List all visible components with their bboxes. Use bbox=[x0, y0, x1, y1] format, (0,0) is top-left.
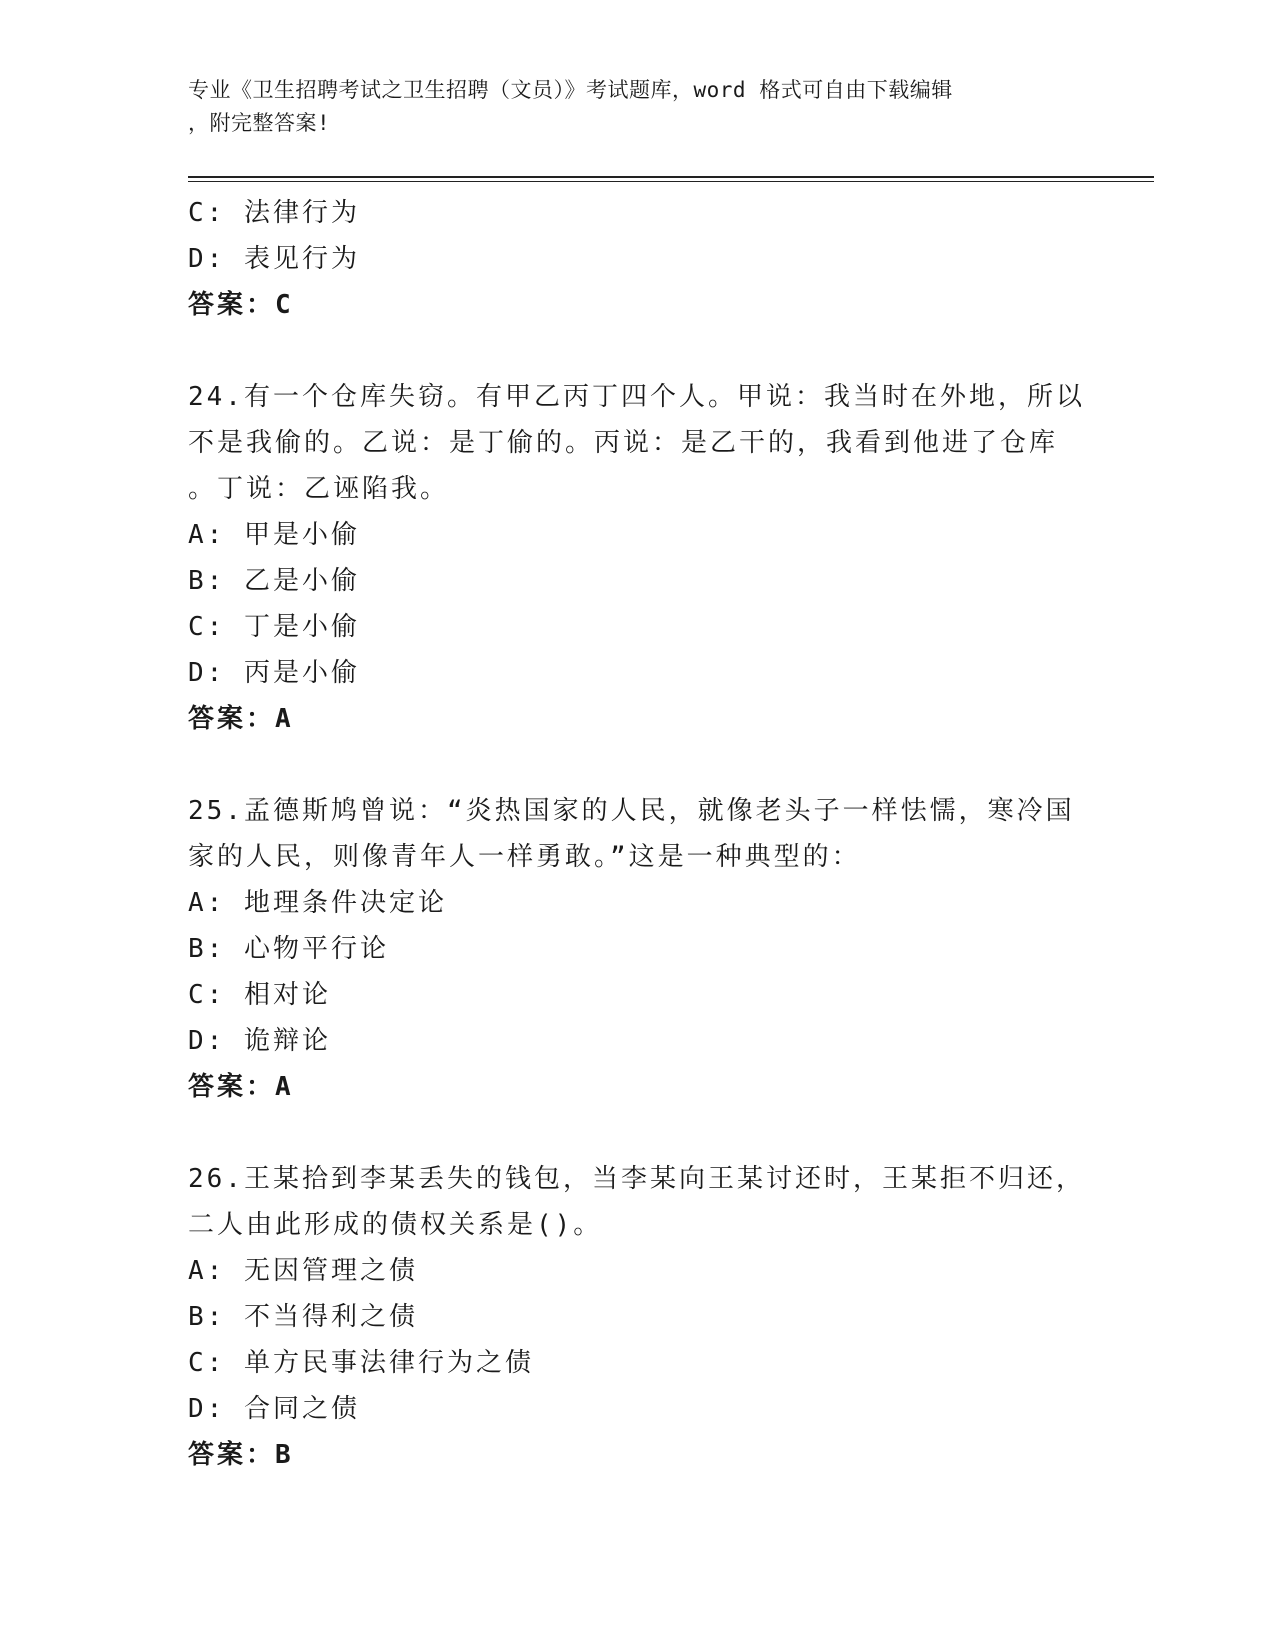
question-text: 不是我偷的。乙说：是丁偷的。丙说：是乙干的，我看到他进了仓库 bbox=[188, 428, 1059, 458]
question-text: 26.王某拾到李某丢失的钱包，当李某向王某讨还时，王某拒不归还， bbox=[188, 1164, 1085, 1194]
question-text: 24.有一个仓库失窃。有甲乙丙丁四个人。甲说：我当时在外地，所以 bbox=[188, 382, 1085, 412]
option-c: C: 法律行为 bbox=[188, 198, 360, 228]
document-header bbox=[188, 74, 1088, 140]
option-a: A: 甲是小偷 bbox=[188, 520, 360, 550]
answer: 答案：A bbox=[188, 704, 294, 734]
question-25 bbox=[188, 788, 1088, 1110]
option-c: C: 相对论 bbox=[188, 980, 331, 1010]
option-d: D: 表见行为 bbox=[188, 244, 360, 274]
answer: 答案：B bbox=[188, 1440, 294, 1470]
option-d: D: 丙是小偷 bbox=[188, 658, 360, 688]
header-divider-thin bbox=[188, 181, 1154, 182]
question-text: 。丁说：乙诬陷我。 bbox=[188, 474, 450, 504]
option-a: A: 地理条件决定论 bbox=[188, 888, 447, 918]
question-list bbox=[188, 190, 1088, 1478]
header-divider-thick bbox=[188, 176, 1154, 178]
option-d: D: 合同之债 bbox=[188, 1394, 360, 1424]
option-a: A: 无因管理之债 bbox=[188, 1256, 418, 1286]
option-d: D: 诡辩论 bbox=[188, 1026, 331, 1056]
option-b: B: 不当得利之债 bbox=[188, 1302, 418, 1332]
answer: 答案：A bbox=[188, 1072, 294, 1102]
header-line-2: ，附完整答案! bbox=[188, 111, 331, 135]
option-b: B: 心物平行论 bbox=[188, 934, 389, 964]
prev-question bbox=[188, 190, 1088, 328]
question-text: 家的人民，则像青年人一样勇敢。”这是一种典型的： bbox=[188, 842, 861, 872]
question-text: 25.孟德斯鸠曾说：“炎热国家的人民，就像老头子一样怯懦，寒冷国 bbox=[188, 796, 1075, 826]
question-26 bbox=[188, 1156, 1088, 1478]
question-24 bbox=[188, 374, 1088, 742]
answer: 答案：C bbox=[188, 290, 294, 320]
question-text: 二人由此形成的债权关系是()。 bbox=[188, 1210, 603, 1240]
option-c: C: 丁是小偷 bbox=[188, 612, 360, 642]
option-b: B: 乙是小偷 bbox=[188, 566, 360, 596]
option-c: C: 单方民事法律行为之债 bbox=[188, 1348, 534, 1378]
header-line-1: 专业《卫生招聘考试之卫生招聘（文员）》考试题库，word 格式可自由下载编辑 bbox=[188, 78, 953, 102]
